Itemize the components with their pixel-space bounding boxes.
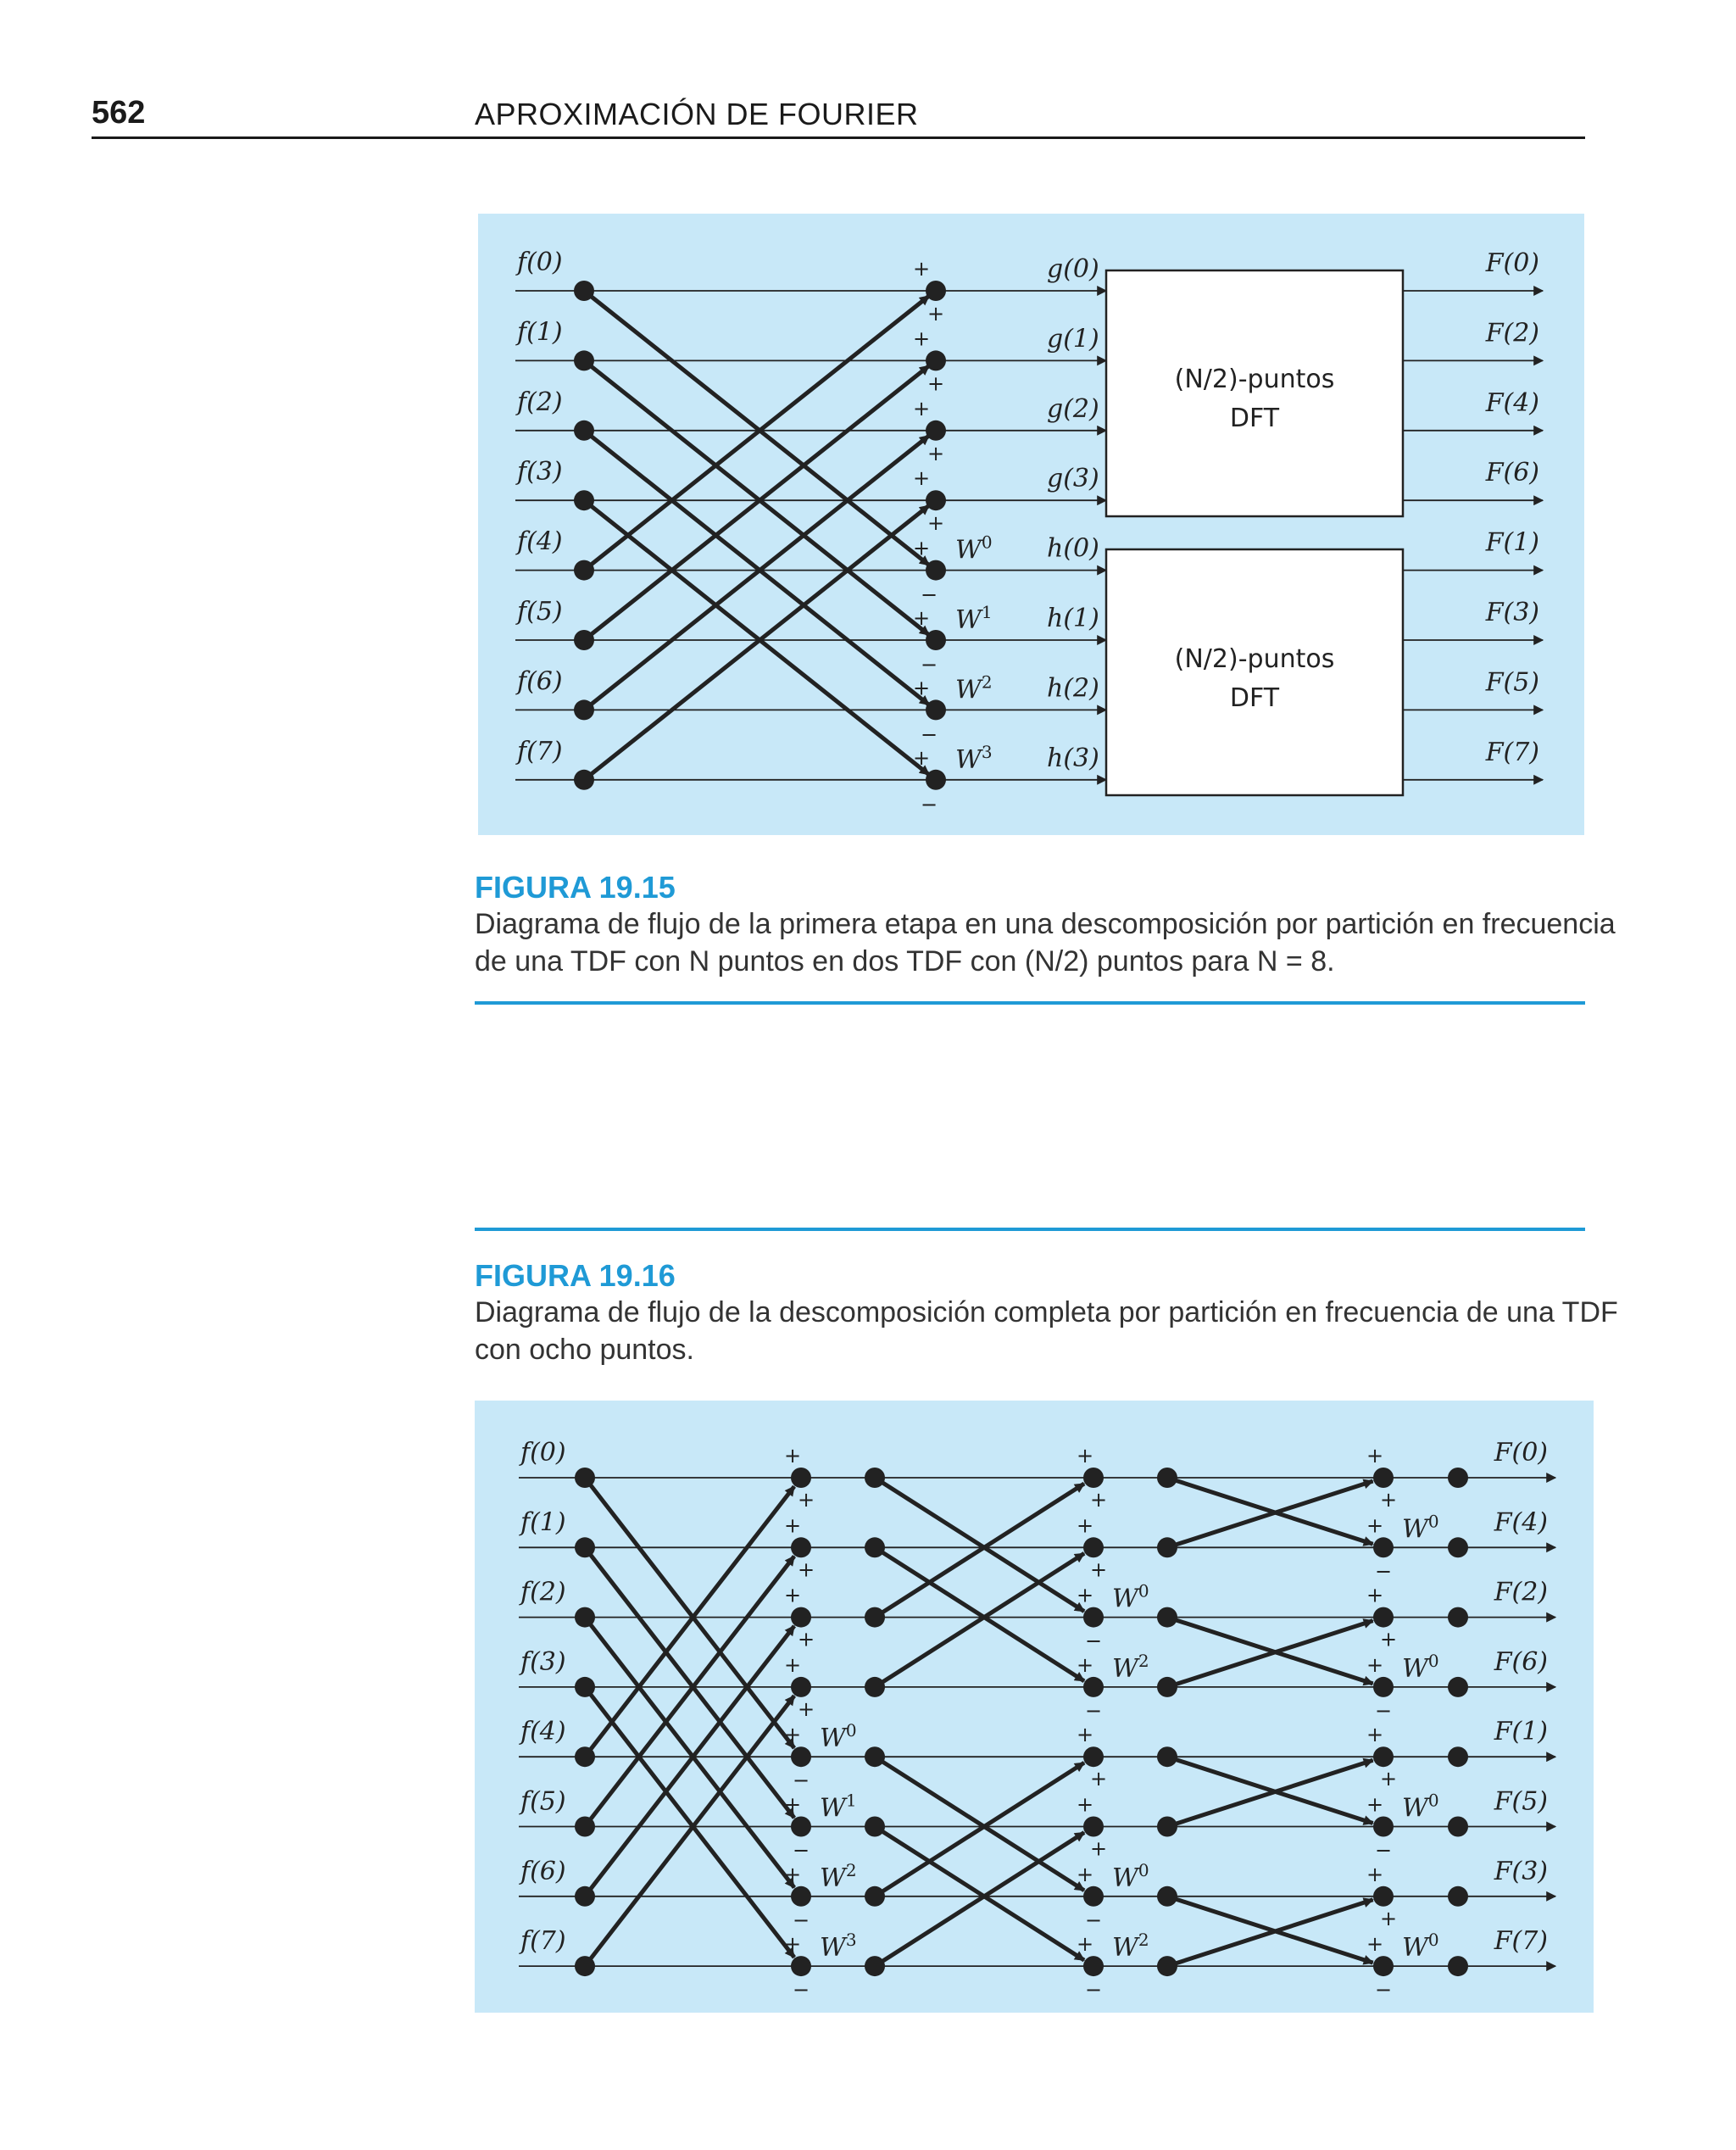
fig16-output-label: F(3) (1494, 1856, 1548, 1886)
fig16-input-label: f(2) (520, 1577, 566, 1607)
fig16-stage1-plus-top: + (783, 1862, 802, 1886)
fig16-input-label: f(6) (520, 1856, 566, 1886)
fig16-stage2-plus-bottom: + (1089, 1557, 1108, 1582)
fig15-input-label: f(4) (517, 526, 563, 557)
fig16-stage3-plus-bottom: + (1379, 1906, 1398, 1930)
fig16-input-label: f(5) (520, 1786, 566, 1817)
running-head: APROXIMACIÓN DE FOURIER (475, 97, 919, 131)
fig16-node (575, 1817, 595, 1837)
fig16-input-label: f(7) (520, 1926, 566, 1957)
fig16-node (791, 1746, 811, 1767)
fig16-node (575, 1537, 595, 1557)
fig15-input-label: f(3) (517, 457, 563, 487)
fig15-twiddle-label: $W^2$ (955, 671, 993, 705)
fig16-stage1-plus-top: + (783, 1652, 802, 1677)
fig15-plus-top: + (912, 466, 931, 491)
fig16-stage1-minus-bottom: − (792, 1908, 810, 1932)
fig16-node (1083, 1956, 1104, 1976)
fig15-plus-top: + (912, 326, 931, 351)
fig15-intermediate-label: g(1) (1047, 324, 1099, 354)
fig15-intermediate-label: h(0) (1047, 533, 1099, 564)
fig16-node (1373, 1956, 1394, 1976)
fig15-output-label: F(2) (1485, 318, 1539, 348)
fig15-intermediate-label: h(1) (1047, 604, 1099, 633)
fig16-node (575, 1956, 595, 1976)
fig15-plus-bottom: + (926, 371, 945, 396)
fig16-stage1-minus-bottom: − (792, 1838, 810, 1863)
fig16-node (1448, 1886, 1468, 1907)
fig16-node (865, 1607, 885, 1628)
fig15-minus-bottom: − (920, 792, 938, 816)
fig16-node (575, 1886, 595, 1907)
fig16-node (865, 1886, 885, 1907)
page-number: 562 (92, 95, 146, 131)
fig16-output-label: F(6) (1494, 1646, 1548, 1677)
fig16-node (1448, 1746, 1468, 1767)
fig15-intermediate-label: h(2) (1047, 673, 1099, 704)
fig15-output-label: F(0) (1485, 248, 1539, 278)
fig16-node (1373, 1746, 1394, 1767)
fig16-node (1157, 1677, 1177, 1697)
fig16-node (1448, 1468, 1468, 1488)
fig15-output-label: F(7) (1485, 737, 1539, 767)
fig15-output-label: F(4) (1485, 387, 1539, 418)
fig16-stage1-plus-top: + (783, 1792, 802, 1817)
fig16-node (575, 1677, 595, 1697)
fig16-node (1157, 1956, 1177, 1976)
fig16-node (575, 1746, 595, 1767)
fig15-minus-bottom: − (920, 722, 938, 747)
fig16-stage1-plus-bottom: + (797, 1627, 815, 1651)
fig16-stage2-twiddle: $W^2$ (1112, 1930, 1149, 1963)
fig16-node (1448, 1677, 1468, 1697)
fig16-stage1-plus-top: + (783, 1583, 802, 1607)
fig16-node (1373, 1468, 1394, 1488)
dft-box-lower-line2: DFT (1229, 683, 1280, 713)
fig16-stage3-plus-top: + (1366, 1652, 1384, 1677)
fig16-node (1083, 1537, 1104, 1557)
fig16-stage3-twiddle: $W^0$ (1402, 1930, 1439, 1963)
fig16-node (1083, 1677, 1104, 1697)
fig16-stage2-plus-bottom: + (1089, 1767, 1108, 1791)
fig16-node (865, 1537, 885, 1557)
fig15-intermediate-label: g(3) (1047, 464, 1099, 494)
fig16-stage2-plus-top: + (1076, 1583, 1094, 1607)
fig16-node (1083, 1607, 1104, 1628)
fig16-node (1448, 1956, 1468, 1976)
fig15-plus-top: + (912, 396, 931, 421)
fig15-output-label: F(1) (1485, 527, 1539, 558)
fig16-node (791, 1607, 811, 1628)
fig16-node (865, 1468, 885, 1488)
fig16-node (1448, 1817, 1468, 1837)
fig16-node (865, 1956, 885, 1976)
fig15-plus-bottom: + (926, 302, 945, 326)
fig16-stage2-plus-top: + (1076, 1723, 1094, 1747)
figure-19-16-title: FIGURA 19.16 (475, 1258, 676, 1293)
fig16-node (791, 1677, 811, 1697)
fig16-stage2-twiddle: $W^2$ (1112, 1650, 1149, 1684)
fig16-stage2-plus-top: + (1076, 1444, 1094, 1468)
fig16-stage2-minus-bottom: − (1084, 1629, 1103, 1653)
fig16-stage2-plus-top: + (1076, 1932, 1094, 1957)
fig15-plus-top: + (912, 536, 931, 560)
fig16-stage2-minus-bottom: − (1084, 1978, 1103, 2002)
fig16-stage3-twiddle: $W^0$ (1402, 1511, 1439, 1545)
fig15-input-label: f(2) (517, 387, 563, 417)
fig15-twiddle-label: $W^3$ (955, 741, 993, 775)
fig16-input-label: f(4) (520, 1717, 566, 1747)
fig16-node (865, 1746, 885, 1767)
fig15-twiddle-label: $W^1$ (955, 602, 993, 635)
fig16-stage1-plus-top: + (783, 1932, 802, 1957)
fig16-node (1083, 1817, 1104, 1837)
fig15-input-label: f(7) (517, 736, 563, 766)
fig15-output-label: F(6) (1485, 458, 1539, 488)
fig15-output-label: F(3) (1485, 598, 1539, 627)
fig16-node (1083, 1746, 1104, 1767)
fig16-node (1373, 1537, 1394, 1557)
fig16-node (1083, 1468, 1104, 1488)
fig16-node (1157, 1468, 1177, 1488)
figure-19-15-caption-line1: Diagrama de flujo de la primera etapa en una descomposición por partición en frecuencia (475, 908, 1616, 940)
fig16-node (791, 1956, 811, 1976)
fig16-stage1-twiddle: $W^2$ (820, 1859, 857, 1893)
fig15-input-label: f(1) (517, 317, 563, 348)
fig16-node (1373, 1607, 1394, 1628)
fig16-stage3-twiddle: $W^0$ (1402, 1650, 1439, 1684)
figure-19-15-title: FIGURA 19.15 (475, 870, 676, 905)
fig16-stage3-minus-bottom: − (1374, 1559, 1393, 1584)
fig15-input-label: f(0) (517, 248, 563, 277)
fig15-minus-bottom: − (920, 582, 938, 607)
fig15-plus-top: + (912, 676, 931, 700)
fig16-stage3-plus-bottom: + (1379, 1767, 1398, 1791)
fig16-stage1-plus-bottom: + (797, 1488, 815, 1512)
fig16-stage1-twiddle: $W^3$ (820, 1930, 857, 1963)
fig16-node (575, 1468, 595, 1488)
fig16-node (1157, 1537, 1177, 1557)
fig16-stage1-twiddle: $W^0$ (820, 1720, 857, 1754)
fig16-node (575, 1607, 595, 1628)
fig16-node (1157, 1817, 1177, 1837)
fig16-output-label: F(0) (1494, 1438, 1548, 1468)
fig16-stage2-plus-top: + (1076, 1792, 1094, 1817)
fig16-stage1-plus-bottom: + (797, 1557, 815, 1582)
fig16-stage1-plus-top: + (783, 1513, 802, 1538)
fig16-stage1-plus-top: + (783, 1444, 802, 1468)
fig16-stage2-plus-bottom: + (1089, 1488, 1108, 1512)
fig16-stage2-plus-bottom: + (1089, 1836, 1108, 1861)
fig16-stage3-minus-bottom: − (1374, 1978, 1393, 2002)
fig15-output-label: F(5) (1485, 667, 1539, 698)
figure-19-16-caption-line1: Diagrama de flujo de la descomposición completa por partición en frecuencia de una TDF (475, 1296, 1618, 1328)
fig15-plus-bottom: + (926, 441, 945, 465)
fig16-node (1157, 1886, 1177, 1907)
fig16-node (1373, 1886, 1394, 1907)
fig16-stage3-plus-top: + (1366, 1444, 1384, 1468)
fig16-stage1-plus-top: + (783, 1723, 802, 1747)
fig16-output-label: F(2) (1494, 1577, 1548, 1607)
fig16-stage3-plus-top: + (1366, 1792, 1384, 1817)
fig16-stage2-plus-top: + (1076, 1862, 1094, 1886)
fig16-node (791, 1886, 811, 1907)
fig16-stage3-minus-bottom: − (1374, 1838, 1393, 1863)
fig16-input-label: f(1) (520, 1507, 566, 1538)
fig16-node (791, 1817, 811, 1837)
fig16-node (1373, 1677, 1394, 1697)
fig16-stage3-plus-top: + (1366, 1932, 1384, 1957)
fig16-stage1-plus-bottom: + (797, 1696, 815, 1721)
fig16-stage3-plus-bottom: + (1379, 1488, 1398, 1512)
fig16-stage2-twiddle: $W^0$ (1112, 1580, 1149, 1614)
fig15-plus-top: + (912, 257, 931, 281)
fig16-stage1-minus-bottom: − (792, 1978, 810, 2002)
fig16-stage3-plus-bottom: + (1379, 1627, 1398, 1651)
fig16-output-label: F(4) (1494, 1507, 1548, 1538)
fig15-plus-top: + (912, 745, 931, 770)
dft-box-upper-line1: (N/2)-puntos (1174, 365, 1335, 394)
fig16-node (1373, 1817, 1394, 1837)
figure-19-16-caption-line2: con ocho puntos. (475, 1334, 694, 1366)
fig16-stage2-minus-bottom: − (1084, 1698, 1103, 1723)
figure-19-16-panel (475, 1401, 1594, 2013)
fig15-plus-bottom: + (926, 511, 945, 536)
fig16-output-label: F(7) (1494, 1926, 1548, 1957)
fig16-stage2-twiddle: $W^0$ (1112, 1859, 1149, 1893)
fig16-stage3-minus-bottom: − (1374, 1698, 1393, 1723)
fig16-input-label: f(0) (520, 1438, 566, 1468)
fig16-stage2-plus-top: + (1076, 1652, 1094, 1677)
fig15-plus-top: + (912, 606, 931, 630)
fig16-node (1157, 1746, 1177, 1767)
fig16-stage1-minus-bottom: − (792, 1768, 810, 1793)
fig16-node (1083, 1886, 1104, 1907)
fig15-minus-bottom: − (920, 653, 938, 677)
fig16-stage3-plus-top: + (1366, 1862, 1384, 1886)
fig15-input-label: f(6) (517, 666, 563, 697)
fig16-output-label: F(5) (1494, 1786, 1548, 1817)
dft-box-upper-line2: DFT (1229, 404, 1280, 433)
fig15-intermediate-label: h(3) (1047, 743, 1099, 773)
fig16-node (1157, 1607, 1177, 1628)
fig16-stage3-plus-top: + (1366, 1723, 1384, 1747)
fig16-output-label: F(1) (1494, 1717, 1548, 1747)
fig16-stage3-plus-top: + (1366, 1583, 1384, 1607)
fig15-input-label: f(5) (517, 597, 563, 627)
fig15-intermediate-label: g(0) (1047, 254, 1099, 284)
fig15-intermediate-label: g(2) (1047, 393, 1099, 424)
fig16-stage3-twiddle: $W^0$ (1402, 1790, 1439, 1824)
figure-19-15-caption-line2: de una TDF con N puntos en dos TDF con (N/2) puntos para N = 8. (475, 945, 1335, 978)
fig16-node (791, 1468, 811, 1488)
fig16-stage1-twiddle: $W^1$ (820, 1790, 857, 1824)
fig16-stage2-plus-top: + (1076, 1513, 1094, 1538)
fig16-node (865, 1817, 885, 1837)
fig16-node (1448, 1607, 1468, 1628)
fig16-stage2-minus-bottom: − (1084, 1908, 1103, 1932)
fig15-twiddle-label: $W^0$ (955, 532, 993, 565)
dft-box-lower-line1: (N/2)-puntos (1174, 644, 1335, 674)
fig16-input-label: f(3) (520, 1646, 566, 1677)
fig16-stage3-plus-top: + (1366, 1513, 1384, 1538)
fig16-node (1448, 1537, 1468, 1557)
fig16-node (791, 1537, 811, 1557)
fig16-node (865, 1677, 885, 1697)
